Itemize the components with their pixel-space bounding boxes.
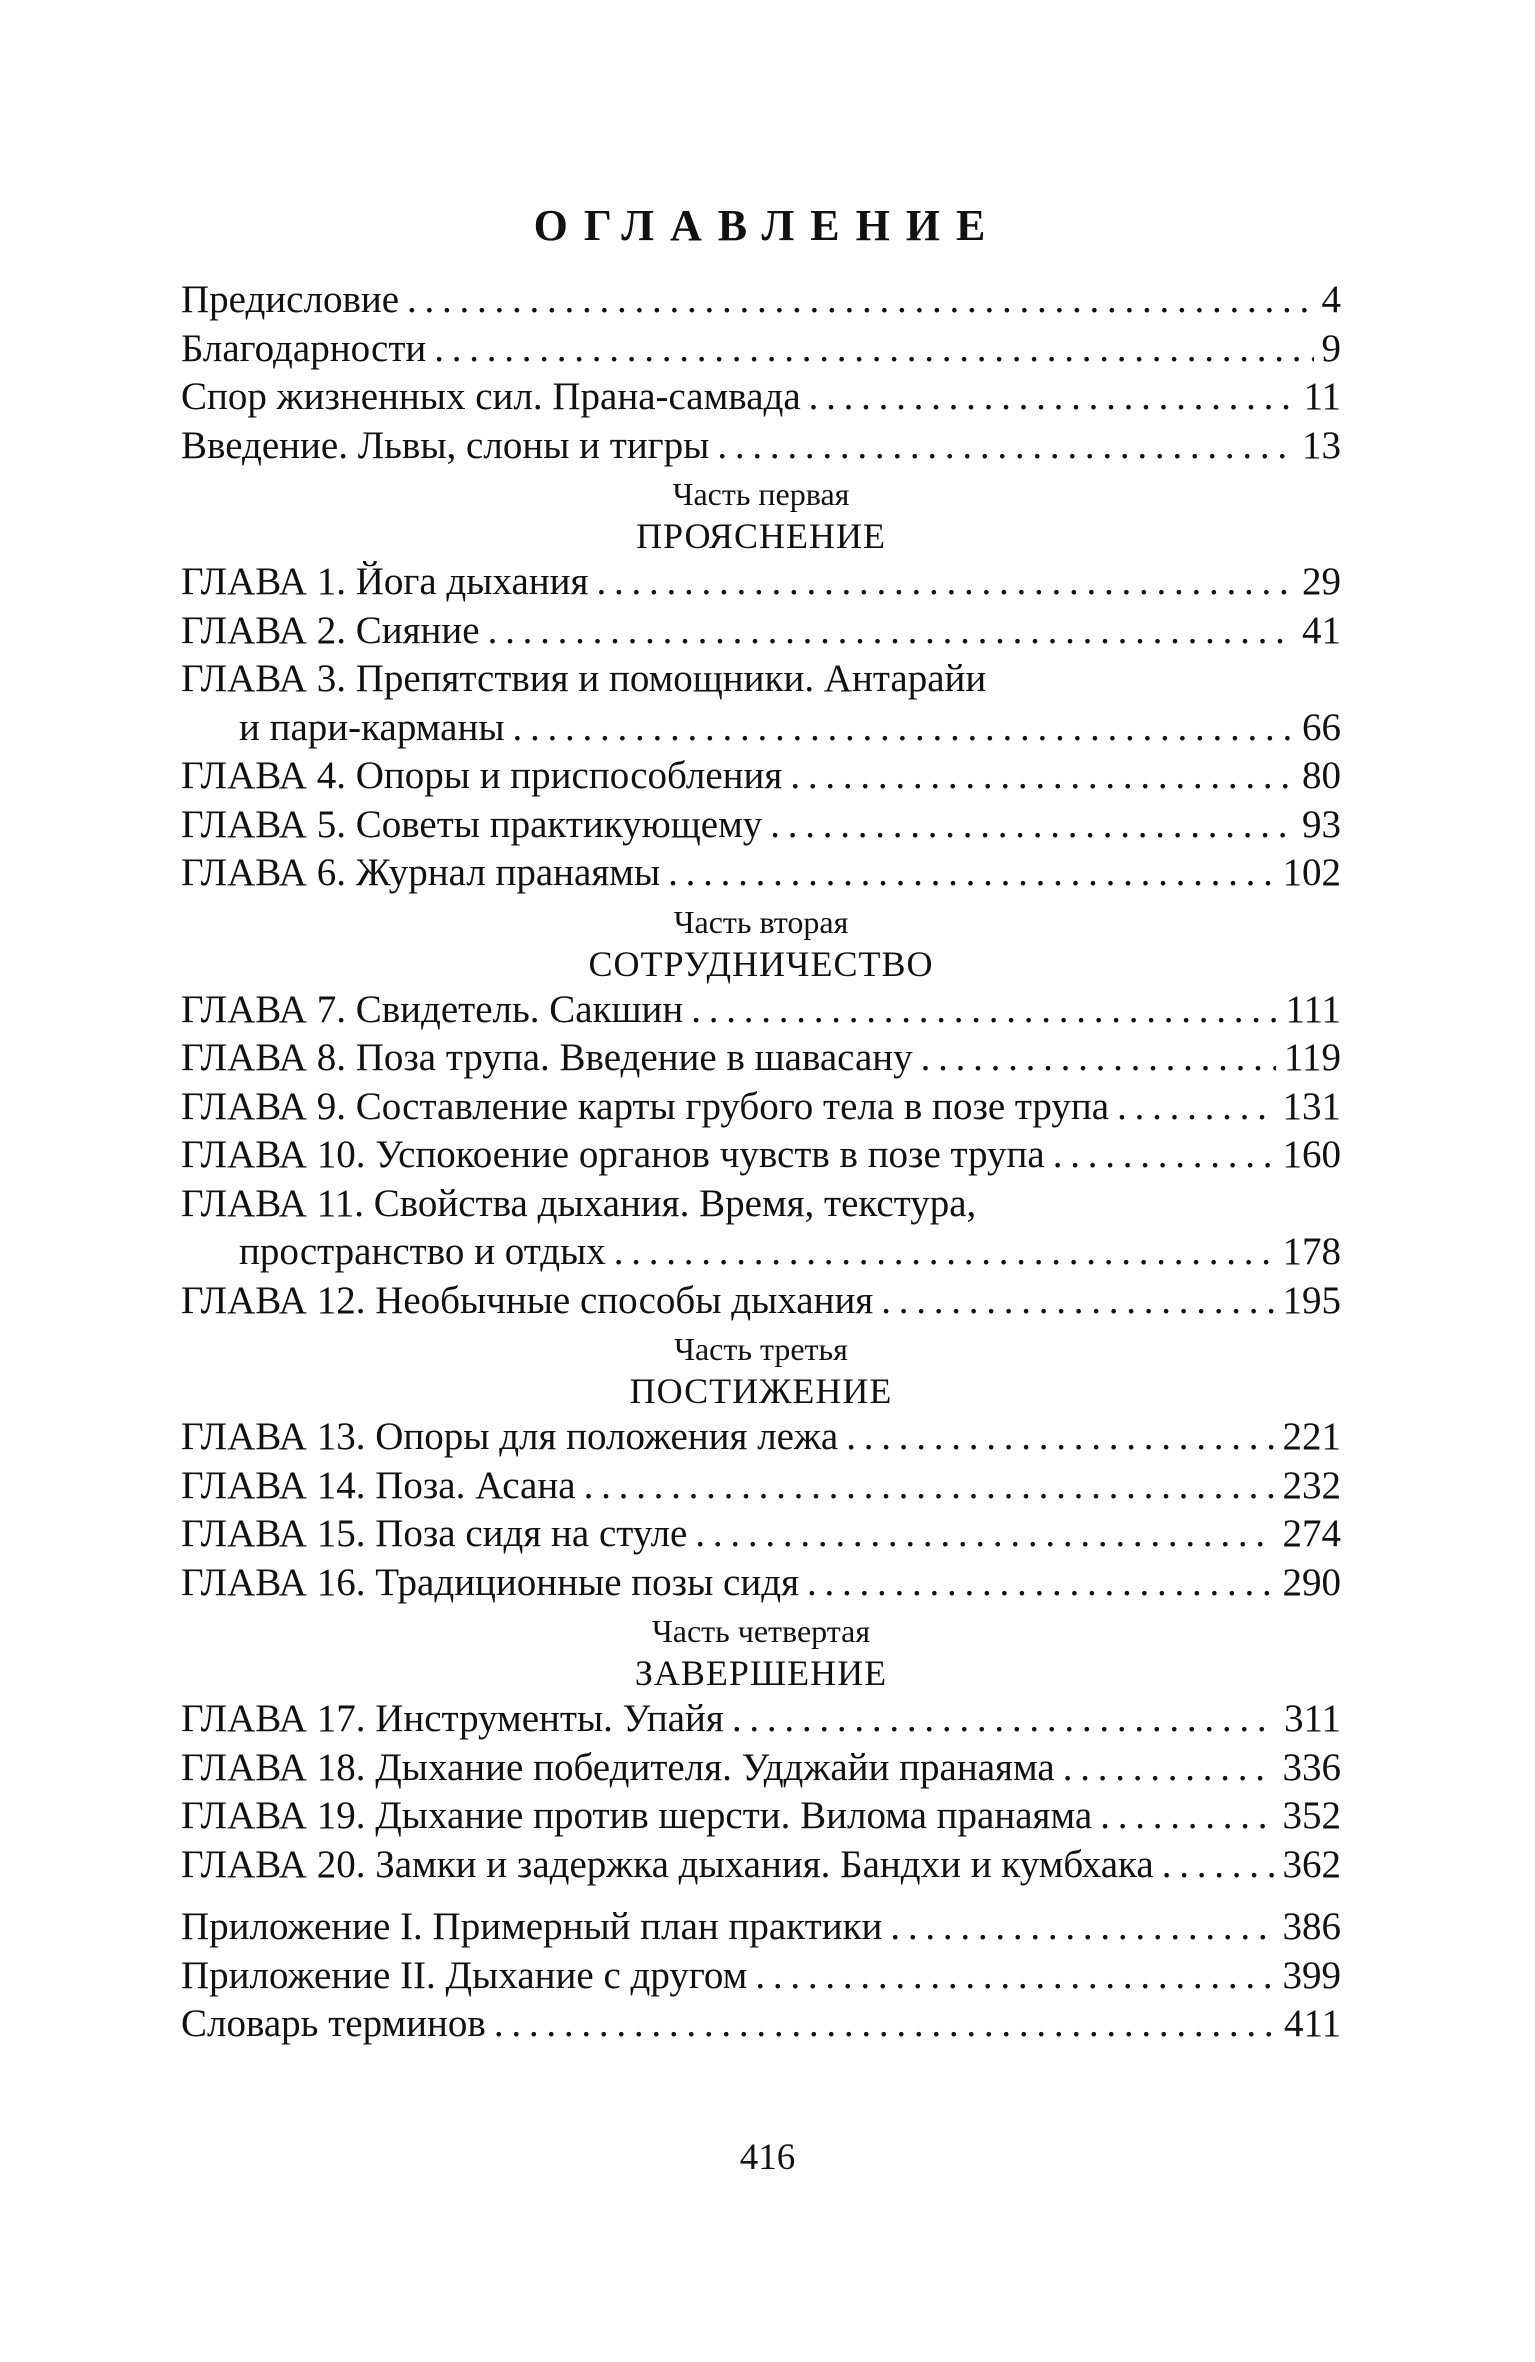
toc-chapter-10[interactable] bbox=[181, 1131, 1341, 1180]
dot-leader bbox=[584, 1462, 1275, 1511]
toc-entry-page: 311 bbox=[1283, 1697, 1341, 1740]
dot-leader bbox=[921, 1034, 1276, 1083]
toc-chapter-17[interactable] bbox=[181, 1695, 1341, 1744]
toc-entry-text: ГЛАВА 14. Поза. Асана bbox=[181, 1463, 576, 1507]
toc-entry-acknowledgements[interactable] bbox=[181, 325, 1341, 374]
toc-entry-text: ГЛАВА 15. Поза сидя на стуле bbox=[181, 1512, 688, 1555]
toc-entry-text: Предисловие bbox=[181, 278, 400, 321]
toc-title: ОГЛАВЛЕНИЕ bbox=[533, 201, 1002, 250]
dot-leader bbox=[596, 558, 1294, 607]
toc-entry-text: ГЛАВА 6. Журнал пранаямы bbox=[181, 851, 661, 894]
dot-leader bbox=[790, 752, 1294, 801]
toc-entry-page: 119 bbox=[1283, 1036, 1341, 1079]
toc-entry-text: ГЛАВА 13. Опоры для положения лежа bbox=[181, 1415, 839, 1458]
dot-leader bbox=[488, 607, 1294, 656]
toc-chapter-9[interactable] bbox=[181, 1083, 1341, 1132]
dot-leader bbox=[513, 704, 1294, 753]
toc-entry-page: 178 bbox=[1282, 1230, 1341, 1273]
toc-entry-text: ГЛАВА 7. Свидетель. Сакшин bbox=[181, 987, 684, 1031]
toc-appendix-2[interactable] bbox=[181, 1952, 1341, 2001]
toc-entry-text: ГЛАВА 12. Необычные способы дыхания bbox=[181, 1278, 874, 1322]
toc-entry-page: 4 bbox=[1321, 278, 1341, 321]
dot-leader bbox=[807, 1559, 1274, 1608]
toc-entry-text: ГЛАВА 8. Поза трупа. Введение в шавасану bbox=[181, 1036, 913, 1079]
page-number: 416 bbox=[739, 2137, 796, 2178]
toc-chapter-1[interactable] bbox=[181, 558, 1341, 607]
part-label: Часть вторая bbox=[673, 903, 849, 940]
dot-leader bbox=[695, 1510, 1274, 1559]
toc-chapter-8[interactable] bbox=[181, 1034, 1341, 1083]
dot-leader bbox=[1053, 1131, 1275, 1180]
toc-entry-text-continued: пространство и отдых bbox=[239, 1230, 606, 1273]
toc-entry-text: ГЛАВА 16. Традиционные позы сидя bbox=[181, 1560, 800, 1604]
toc-entry-text: Спор жизненных сил. Прана-самвада bbox=[181, 375, 801, 418]
toc-entry-text: ГЛАВА 20. Замки и задержка дыхания. Бандхи и кумбхака bbox=[181, 1842, 1154, 1886]
table-of-contents bbox=[181, 276, 1341, 2049]
dot-leader bbox=[1162, 1841, 1275, 1890]
toc-chapter-20[interactable] bbox=[181, 1841, 1341, 1890]
toc-entry-page: 11 bbox=[1303, 375, 1341, 418]
toc-entry-text: ГЛАВА 11. Свойства дыхания. Время, текстура, bbox=[181, 1181, 977, 1225]
toc-chapter-6[interactable] bbox=[181, 849, 1341, 898]
toc-chapter-19[interactable] bbox=[181, 1792, 1341, 1841]
toc-chapter-11[interactable] bbox=[181, 1180, 1341, 1229]
toc-chapter-3-continuation[interactable] bbox=[181, 704, 1341, 753]
part-name: ПРОЯСНЕНИЕ bbox=[636, 516, 886, 556]
toc-entry-text: Благодарности bbox=[181, 326, 427, 370]
toc-entry-page: 29 bbox=[1302, 560, 1341, 603]
toc-entry-page: 362 bbox=[1282, 1842, 1341, 1886]
toc-entry-page: 411 bbox=[1283, 2002, 1341, 2045]
toc-chapter-13[interactable] bbox=[181, 1413, 1341, 1462]
dot-leader bbox=[691, 986, 1277, 1035]
dot-leader bbox=[809, 373, 1296, 422]
dot-leader bbox=[846, 1413, 1274, 1462]
toc-entry-text: ГЛАВА 9. Составление карты грубого тела в позе трупа bbox=[181, 1084, 1110, 1128]
toc-entry-page: 102 bbox=[1282, 851, 1341, 894]
dot-leader bbox=[881, 1277, 1274, 1326]
dot-leader bbox=[755, 1952, 1274, 2001]
dot-leader bbox=[1100, 1792, 1274, 1841]
toc-chapter-18[interactable] bbox=[181, 1744, 1341, 1793]
toc-entry-text: Приложение II. Дыхание с другом bbox=[181, 1953, 748, 1997]
toc-entry-page: 160 bbox=[1282, 1133, 1341, 1176]
toc-appendix-1[interactable] bbox=[181, 1903, 1341, 1952]
toc-entry-page: 111 bbox=[1285, 987, 1341, 1031]
toc-chapter-5[interactable] bbox=[181, 801, 1341, 850]
dot-leader bbox=[668, 849, 1274, 898]
dot-leader bbox=[434, 325, 1313, 374]
toc-entry-text: ГЛАВА 2. Сияние bbox=[181, 608, 480, 652]
toc-entry-text: ГЛАВА 4. Опоры и приспособления bbox=[181, 754, 783, 797]
toc-entry-page: 386 bbox=[1282, 1905, 1341, 1948]
section-gap bbox=[181, 1889, 1341, 1903]
dot-leader bbox=[890, 1903, 1274, 1952]
toc-chapter-11-continuation[interactable] bbox=[181, 1228, 1341, 1277]
toc-chapter-4[interactable] bbox=[181, 752, 1341, 801]
toc-entry-page: 290 bbox=[1282, 1560, 1341, 1604]
toc-entry-introduction[interactable] bbox=[181, 422, 1341, 471]
toc-entry-page: 13 bbox=[1302, 423, 1341, 467]
toc-entry-preface[interactable] bbox=[181, 276, 1341, 325]
toc-chapter-14[interactable] bbox=[181, 1462, 1341, 1511]
toc-entry-text: Приложение I. Примерный план практики bbox=[181, 1905, 883, 1948]
dot-leader bbox=[770, 801, 1294, 850]
toc-entry-prana-samvada[interactable] bbox=[181, 373, 1341, 422]
toc-entry-page: 352 bbox=[1282, 1794, 1341, 1837]
part-label: Часть третья bbox=[674, 1331, 848, 1367]
part-label: Часть первая bbox=[672, 476, 850, 512]
toc-chapter-7[interactable] bbox=[181, 986, 1341, 1035]
toc-chapter-12[interactable] bbox=[181, 1277, 1341, 1326]
toc-entry-page: 221 bbox=[1282, 1415, 1341, 1458]
part-name: СОТРУДНИЧЕСТВО bbox=[588, 943, 934, 984]
toc-entry-page: 93 bbox=[1302, 802, 1341, 846]
toc-entry-page: 9 bbox=[1321, 326, 1341, 370]
toc-entry-text-continued: и пари-карманы bbox=[239, 705, 505, 749]
dot-leader bbox=[1063, 1744, 1275, 1793]
dot-leader bbox=[717, 422, 1294, 471]
toc-entry-page: 232 bbox=[1282, 1463, 1341, 1507]
dot-leader bbox=[732, 1695, 1276, 1744]
dot-leader bbox=[1117, 1083, 1274, 1132]
toc-entry-text: ГЛАВА 1. Йога дыхания bbox=[181, 560, 589, 603]
toc-entry-text: ГЛАВА 5. Советы практикующему bbox=[181, 802, 763, 846]
toc-entry-text: Введение. Львы, слоны и тигры bbox=[181, 423, 710, 467]
toc-chapter-15[interactable] bbox=[181, 1510, 1341, 1559]
toc-entry-page: 336 bbox=[1282, 1745, 1341, 1789]
dot-leader bbox=[407, 276, 1313, 325]
dot-leader bbox=[494, 2000, 1276, 2049]
toc-entry-text: ГЛАВА 10. Успокоение органов чувств в позе трупа bbox=[181, 1133, 1045, 1176]
toc-entry-text: ГЛАВА 18. Дыхание победителя. Удджайи пранаяма bbox=[181, 1745, 1055, 1789]
toc-entry-page: 399 bbox=[1282, 1953, 1341, 1997]
toc-entry-text: ГЛАВА 3. Препятствия и помощники. Антарайи bbox=[181, 657, 987, 700]
part-name: ПОСТИЖЕНИЕ bbox=[629, 1371, 893, 1411]
toc-entry-page: 131 bbox=[1282, 1084, 1341, 1128]
part-label: Часть четвертая bbox=[651, 1613, 871, 1649]
toc-entry-text: ГЛАВА 17. Инструменты. Упайя bbox=[181, 1697, 724, 1740]
toc-entry-page: 80 bbox=[1302, 754, 1341, 797]
part-name: ЗАВЕРШЕНИЕ bbox=[634, 1653, 888, 1693]
toc-chapter-3[interactable] bbox=[181, 655, 1341, 704]
toc-entry-text: Словарь терминов bbox=[181, 2002, 486, 2045]
toc-entry-page: 66 bbox=[1302, 705, 1341, 749]
toc-chapter-16[interactable] bbox=[181, 1559, 1341, 1608]
toc-glossary[interactable] bbox=[181, 2000, 1341, 2049]
toc-entry-page: 274 bbox=[1282, 1512, 1341, 1555]
toc-entry-page: 195 bbox=[1282, 1278, 1341, 1322]
dot-leader bbox=[614, 1228, 1275, 1277]
toc-entry-page: 41 bbox=[1302, 608, 1341, 652]
toc-chapter-2[interactable] bbox=[181, 607, 1341, 656]
toc-entry-text: ГЛАВА 19. Дыхание против шерсти. Вилома пранаяма bbox=[181, 1794, 1093, 1837]
